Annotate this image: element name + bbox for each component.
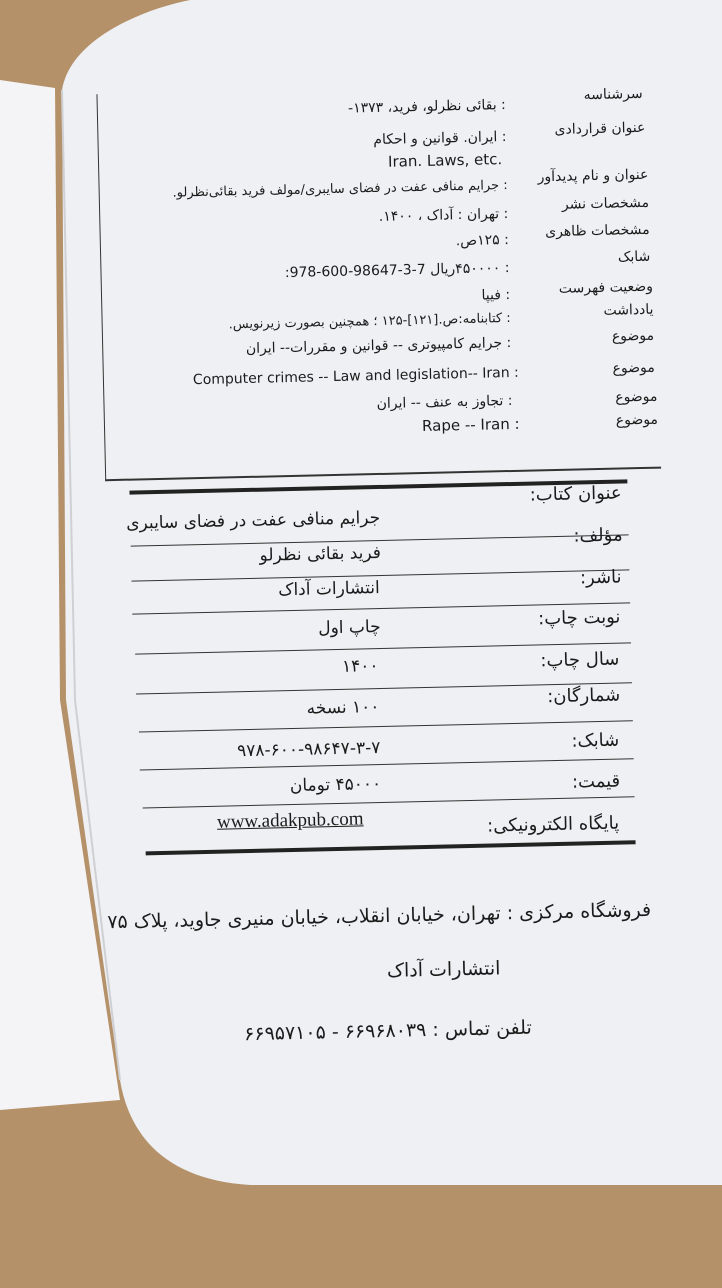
cip-value: : ۱۲۵ص. — [455, 231, 510, 250]
cip-value: : فیپا — [481, 286, 511, 304]
cip-label: موضوع — [611, 327, 655, 345]
cip-value: Iran. Laws, etc. — [387, 150, 503, 171]
info-value: ۱۴۰۰ — [341, 656, 379, 677]
cip-label: عنوان و نام پدیدآور — [537, 166, 649, 186]
info-value: ۹۷۸-۶۰۰-۹۸۶۴۷-۳-۷ — [236, 738, 381, 762]
cip-label: عنوان قراردادی — [554, 119, 646, 138]
cip-label: موضوع — [615, 388, 658, 406]
info-value: ۴۵۰۰۰ تومان — [289, 774, 382, 797]
info-label: قیمت: — [571, 770, 621, 793]
website-link[interactable]: www.adakpub.com — [216, 808, 364, 833]
cip-value: : تهران : آداک ، ۱۴۰۰. — [378, 205, 509, 225]
cip-value: : ۴۵۰۰۰۰ریال 7-3-98647-600-978: — [284, 259, 510, 282]
info-label: شابک: — [571, 729, 620, 752]
info-value: فرید بقائی نظرلو — [259, 542, 382, 566]
cip-value: : جرایم کامپیوتری -- قوانین و مقررات-- ایران — [245, 334, 512, 357]
info-label: سال چاپ: — [540, 648, 620, 672]
info-value: جرایم منافی عفت در فضای سایبری — [126, 507, 381, 534]
divider-bottom — [146, 840, 636, 855]
cip-label: یادداشت — [603, 301, 654, 319]
info-label: مؤلف: — [573, 524, 623, 547]
store-address: فروشگاه مرکزی : تهران، خیابان انقلاب، خیابان منیری جاوید، پلاک ۷۵ — [107, 898, 652, 934]
cip-label: سرشناسه — [583, 85, 643, 104]
cip-value: Rape -- Iran : — [421, 414, 520, 435]
info-value: چاپ اول — [318, 616, 381, 639]
cip-value: Computer crimes -- Law and legislation-- Iran : — [192, 364, 519, 389]
info-label: شمارگان: — [546, 684, 621, 708]
cip-value: : کتابنامه:ص.[۱۲۱]-۱۲۵ ؛ همچنین بصورت زیرنویس. — [228, 310, 511, 333]
info-label: ناشر: — [579, 566, 622, 589]
cip-label: شابک — [617, 248, 651, 266]
publisher-name: انتشارات آداک — [386, 957, 501, 982]
cip-label: مشخصات نشر — [561, 194, 650, 213]
cip-value: : بقائی نظرلو، فرید، ۱۳۷۳- — [347, 97, 506, 117]
cip-label: مشخصات ظاهری — [544, 221, 650, 241]
cip-label: موضوع — [615, 411, 659, 429]
contact-phone: تلفن تماس : ۶۶۹۶۸۰۳۹ - ۶۶۹۵۷۱۰۵ — [243, 1016, 532, 1046]
cip-value: : جرایم منافی عفت در فضای سایبری/مولف فرید بقائی‌نظرلو. — [172, 177, 508, 201]
cip-value: : تجاوز به عنف -- ایران — [376, 392, 513, 413]
info-value: ۱۰۰ نسخه — [306, 697, 380, 719]
info-label: پایگاه الکترونیکی: — [486, 812, 620, 837]
info-value: انتشارات آداک — [278, 578, 380, 601]
info-label: عنوان کتاب: — [529, 482, 622, 506]
cip-label: وضعیت فهرست — [558, 278, 654, 297]
cip-label: موضوع — [612, 359, 655, 377]
info-label: نوبت چاپ: — [537, 606, 621, 630]
cip-value: : ایران. قوانین و احکام — [373, 129, 507, 149]
